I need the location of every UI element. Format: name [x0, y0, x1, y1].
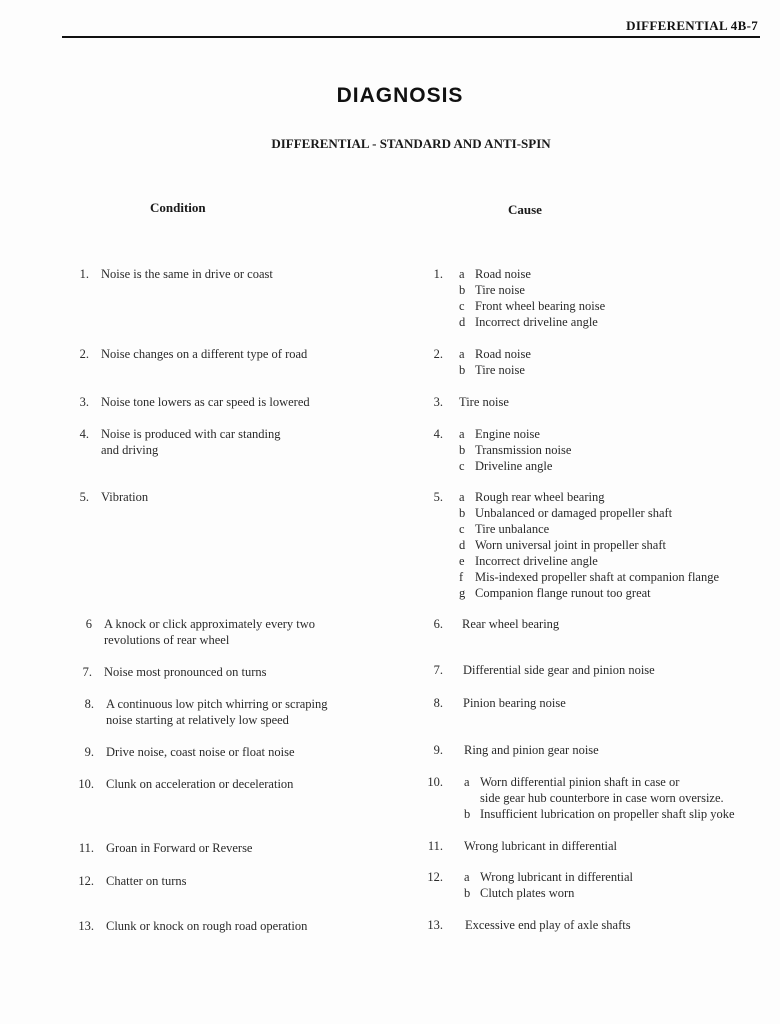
condition-number: 2.: [79, 347, 89, 361]
cause-letter: b: [459, 443, 466, 457]
condition-number: 4.: [79, 427, 89, 441]
cause-list: [459, 266, 605, 330]
cause-list: [459, 394, 509, 410]
cause-item: [465, 917, 631, 933]
cause-text: Driveline angle: [475, 459, 553, 473]
cause-item: [464, 774, 735, 790]
cause-number: 8.: [433, 696, 443, 710]
condition-line: Chatter on turns: [106, 874, 187, 888]
condition-text: [101, 266, 273, 282]
cause-item: [459, 282, 605, 298]
condition-text: [106, 840, 252, 856]
cause-list: [464, 774, 735, 822]
cause-text: Front wheel bearing noise: [475, 299, 606, 313]
cause-number: 7.: [433, 663, 443, 677]
cause-letter: b: [464, 807, 471, 821]
cause-text: Pinion bearing noise: [463, 696, 566, 710]
condition-number: 7.: [82, 665, 92, 679]
condition-line: and driving: [101, 443, 159, 457]
cause-letter: a: [459, 347, 465, 361]
cause-letter: a: [459, 490, 465, 504]
cause-letter: e: [459, 554, 465, 568]
cause-number: 11.: [427, 839, 443, 853]
cause-letter: a: [464, 870, 470, 884]
cause-item: [459, 553, 719, 569]
cause-item: [459, 266, 605, 282]
cause-letter: c: [459, 299, 465, 313]
cause-list: [459, 346, 531, 378]
cause-number: 4.: [433, 427, 443, 441]
cause-number: 13.: [427, 918, 443, 932]
cause-text: Wrong lubricant in differential: [464, 839, 618, 853]
cause-text: Worn differential pinion shaft in case or: [480, 775, 680, 789]
condition-number: 5.: [79, 490, 89, 504]
condition-line: Drive noise, coast noise or float noise: [106, 745, 295, 759]
condition-line: A continuous low pitch whirring or scraping: [106, 697, 328, 711]
cause-text: Tire noise: [475, 283, 525, 297]
cause-text: side gear hub counterbore in case worn oversize.: [480, 791, 724, 805]
condition-line: Noise is the same in drive or coast: [101, 267, 273, 281]
condition-number: 13.: [78, 919, 94, 933]
condition-number: 8.: [84, 697, 94, 711]
cause-item: [459, 394, 509, 410]
condition-line: revolutions of rear wheel: [104, 633, 230, 647]
cause-number: 3.: [433, 395, 443, 409]
column-header-cause: Cause: [508, 202, 542, 217]
cause-text: Tire unbalance: [475, 522, 550, 536]
cause-letter: b: [464, 886, 471, 900]
cause-list: [464, 742, 599, 758]
condition-line: Clunk on acceleration or deceleration: [106, 777, 294, 791]
condition-text: [104, 664, 266, 680]
condition-text: [106, 918, 307, 934]
cause-list: [459, 489, 719, 601]
condition-number: 10.: [78, 777, 94, 791]
condition-line: Noise is produced with car standing: [101, 427, 281, 441]
cause-item: [459, 537, 719, 553]
cause-item: [459, 489, 719, 505]
cause-letter: b: [459, 283, 466, 297]
cause-item: [459, 362, 531, 378]
condition-number: 12.: [78, 874, 94, 888]
cause-text: Wrong lubricant in differential: [480, 870, 634, 884]
cause-number: 10.: [427, 775, 443, 789]
condition-text: [101, 346, 307, 362]
cause-list: [463, 662, 655, 678]
condition-line: Vibration: [101, 490, 149, 504]
cause-letter: a: [464, 775, 470, 789]
cause-list: [462, 616, 559, 632]
cause-text: Rear wheel bearing: [462, 617, 560, 631]
cause-letter: b: [459, 506, 466, 520]
cause-text: Ring and pinion gear noise: [464, 743, 599, 757]
condition-number: 3.: [79, 395, 89, 409]
cause-text: Unbalanced or damaged propeller shaft: [475, 506, 673, 520]
section-subtitle: DIFFERENTIAL - STANDARD AND ANTI-SPIN: [271, 136, 551, 151]
condition-text: [106, 696, 328, 728]
cause-item: [464, 806, 735, 822]
cause-item: [459, 458, 571, 474]
cause-number: 6.: [433, 617, 443, 631]
cause-item: [459, 298, 605, 314]
cause-letter: c: [459, 459, 465, 473]
condition-line: Noise most pronounced on turns: [104, 665, 267, 679]
cause-number: 12.: [427, 870, 443, 884]
header-rule: [62, 36, 760, 38]
cause-text: Clutch plates worn: [480, 886, 575, 900]
condition-number: 6: [85, 617, 92, 631]
cause-list: [464, 838, 617, 854]
condition-text: [104, 616, 315, 648]
cause-letter: a: [459, 427, 465, 441]
cause-letter: [464, 790, 480, 806]
page-title: DIAGNOSIS: [336, 84, 464, 107]
cause-list: [464, 869, 633, 901]
cause-text: Tire noise: [475, 363, 525, 377]
cause-text: Road noise: [475, 347, 531, 361]
cause-letter: b: [459, 363, 466, 377]
cause-list: [465, 917, 631, 933]
cause-text: Incorrect driveline angle: [475, 315, 598, 329]
cause-item: [464, 869, 633, 885]
condition-number: 1.: [79, 267, 89, 281]
cause-text: Incorrect driveline angle: [475, 554, 598, 568]
condition-number: 9.: [84, 745, 94, 759]
condition-line: Clunk or knock on rough road operation: [106, 919, 308, 933]
condition-line: noise starting at relatively low speed: [106, 713, 289, 727]
cause-letter: c: [459, 522, 465, 536]
condition-line: Noise changes on a different type of road: [101, 347, 308, 361]
cause-letter: g: [459, 586, 466, 600]
cause-item: [459, 346, 531, 362]
cause-number: 2.: [433, 347, 443, 361]
condition-text: [106, 873, 187, 889]
cause-text: Transmission noise: [475, 443, 572, 457]
condition-line: Groan in Forward or Reverse: [106, 841, 253, 855]
cause-item: [459, 505, 719, 521]
condition-text: [106, 776, 293, 792]
cause-item: [459, 442, 571, 458]
cause-text: Insufficient lubrication on propeller shaft slip yoke: [480, 807, 735, 821]
cause-text: Engine noise: [475, 427, 540, 441]
condition-text: [101, 489, 148, 505]
condition-line: Noise tone lowers as car speed is lowered: [101, 395, 310, 409]
cause-item: [464, 838, 617, 854]
cause-letter: d: [459, 538, 466, 552]
cause-number: 1.: [433, 267, 443, 281]
cause-item: [459, 314, 605, 330]
condition-line: A knock or click approximately every two: [104, 617, 316, 631]
cause-item: [464, 742, 599, 758]
cause-item: [459, 521, 719, 537]
cause-number: 9.: [433, 743, 443, 757]
cause-text: Road noise: [475, 267, 531, 281]
cause-item: [459, 426, 571, 442]
cause-number: 5.: [433, 490, 443, 504]
condition-number: 11.: [78, 841, 94, 855]
cause-letter: f: [459, 570, 464, 584]
cause-text: Mis-indexed propeller shaft at companion flange: [475, 570, 720, 584]
cause-list: [463, 695, 566, 711]
cause-text: Rough rear wheel bearing: [475, 490, 605, 504]
running-header: DIFFERENTIAL 4B-7: [626, 18, 758, 33]
cause-item: [459, 585, 719, 601]
condition-text: [101, 394, 310, 410]
cause-item: [463, 662, 655, 678]
cause-text: Companion flange runout too great: [475, 586, 651, 600]
cause-text: Tire noise: [459, 395, 509, 409]
cause-item: [464, 790, 735, 806]
condition-text: [106, 744, 295, 760]
cause-item: [463, 695, 566, 711]
condition-text: [101, 426, 280, 458]
cause-item: [459, 569, 719, 585]
cause-letter: d: [459, 315, 466, 329]
cause-list: [459, 426, 571, 474]
cause-text: Excessive end play of axle shafts: [465, 918, 631, 932]
cause-item: [462, 616, 559, 632]
cause-letter: a: [459, 267, 465, 281]
cause-item: [464, 885, 633, 901]
cause-text: Worn universal joint in propeller shaft: [475, 538, 666, 552]
cause-text: Differential side gear and pinion noise: [463, 663, 655, 677]
column-header-condition: Condition: [150, 200, 206, 215]
